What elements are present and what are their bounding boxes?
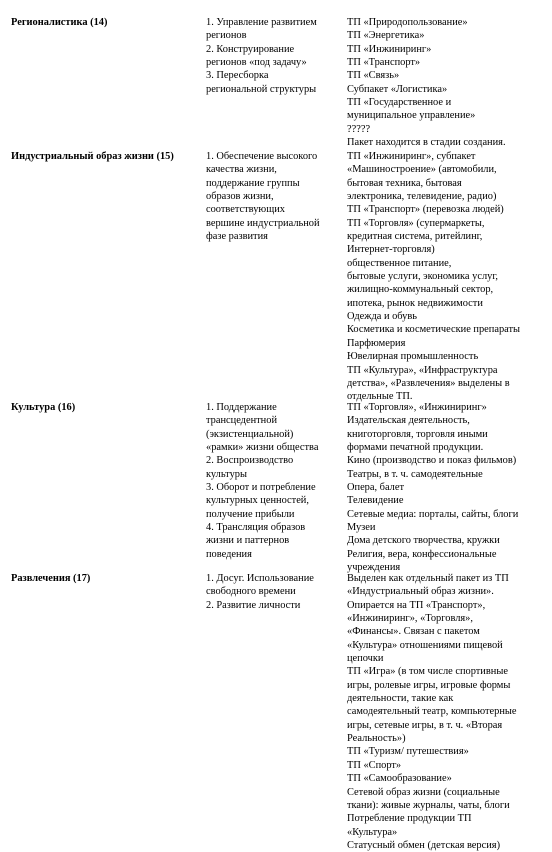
goals-cell: 1. Управление развитием регионов 2. Конструирование регионов «под задачу» 3. Пересборка региональной структуры [206, 17, 317, 95]
content-cell: ТП «Торговля», «Инжиниринг» Издательская деятельность, книготорговля, торговля иными формами печатной продукции. Кино (производство и показ фильмов) Театры, в т. ч. самодеятельные Опера, балет Телевидение Сетевые медиа: порталы, сайты, блоги Музеи Дома детского творчества, кружки Религия, вера, конфессиональные учреждения [347, 402, 519, 574]
goals-cell: 1. Досуг. Использование свободного времени 2. Развитие личности [206, 573, 314, 611]
row-title [11, 150, 201, 163]
goals-cell: 1. Поддержание трансцедентной (экзистенциальной) «рамки» жизни общества 2. Воспроизводство культуры 3. Оборот и потребление культурных ценностей, получение прибыли 4. Трансляция образов жизни и паттернов поведения [206, 402, 319, 560]
content-cell: ТП «Инжиниринг», субпакет «Машиностроение» (автомобили, бытовая техника, бытовая электроника, телевидение, радио) ТП «Транспорт» (перевозка людей) ТП «Торговля» (супермаркеты, кредитная система, ритейлинг, Интернет-торговля) общественное питание, бытовые услуги, экономика услуг, жилищно-коммунальный сектор, ипотека, рынок недвижимости Одежда и обувь Косметика и косметические препараты Парфюмерия Ювелирная промышленность ТП «Культура», «Инфраструктура детства», «Развлечения» выделены в отдельные ТП. [347, 151, 521, 403]
section-title: Регионалистика (14) [11, 17, 108, 28]
content-cell: ТП «Природопользование» ТП «Энергетика» ТП «Инжиниринг» ТП «Транспорт» ТП «Связь» Субпакет «Логистика» ТП «Государственное и муниципальное управление» ????? Пакет находится в стадии создания. [347, 17, 506, 149]
content-cell: Выделен как отдельный пакет из ТП «Индустриальный образ жизни». Опирается на ТП «Транспорт», «Инжиниринг», «Торговля», «Финансы». Связан с пакетом «Культура» отношениями пищевой цепочки ТП «Игра» (в том числе спортивные игры, ролевые игры, игровые формы деятельности, такие как самодеятельный театр, компьютерные игры, сетевые игры, в т. ч. «Вторая Реальность») ТП «Туризм/ путешествия» ТП «Спорт» ТП «Самообразование» Сетевой образ жизни (социальные ткани): живые журналы, чаты, блоги Потребление продукции ТП «Культура» Статусный обмен (детская версия) [347, 573, 517, 851]
row-title [11, 16, 201, 29]
row-title [11, 572, 201, 585]
row-title [11, 401, 201, 414]
section-title: Индустриальный образ жизни (15) [11, 151, 174, 162]
goals-cell: 1. Обеспечение высокого качества жизни, поддержание группы образов жизни, соответствующих вершине индустриальной фазе развития [206, 151, 320, 243]
section-title: Развлечения (17) [11, 573, 91, 584]
section-title: Культура (16) [11, 402, 76, 413]
